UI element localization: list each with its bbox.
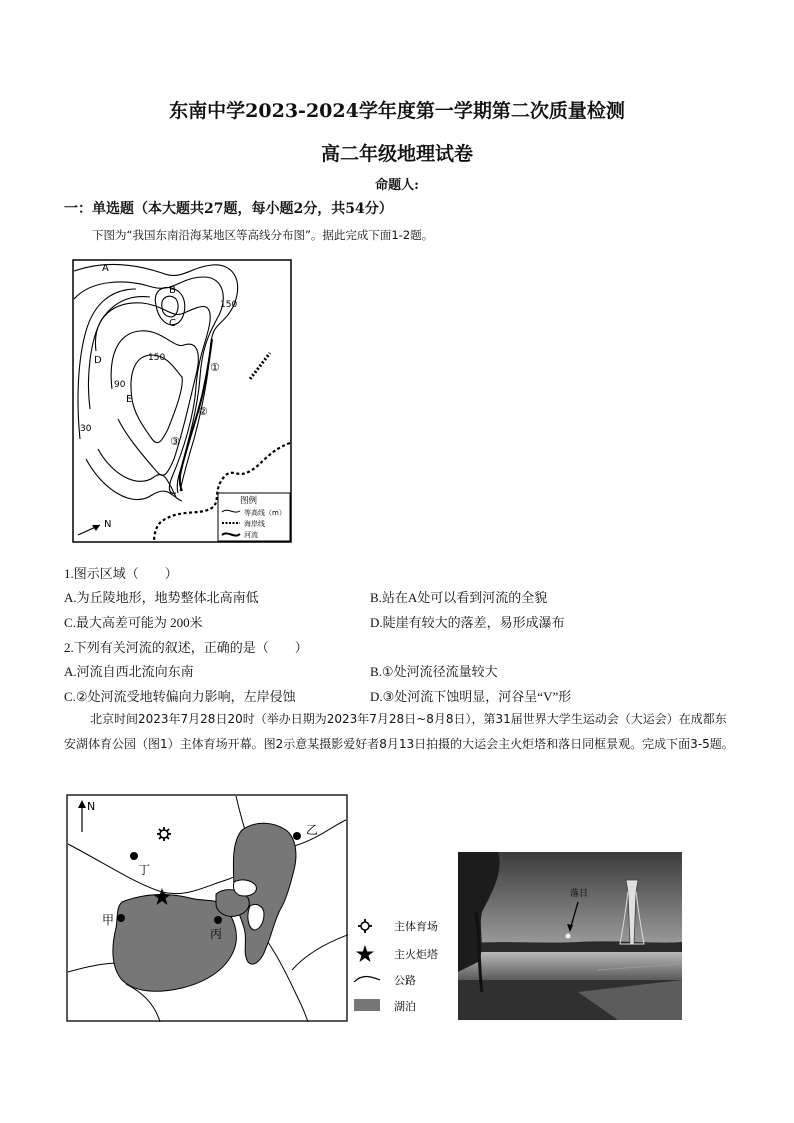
section-heading: 一：单选题（本大题共27题，每小题2分，共54分） xyxy=(64,201,393,217)
map1-north-label: N xyxy=(104,519,112,530)
map1-contour-90: 90 xyxy=(114,380,126,390)
map1-label-A: A xyxy=(102,263,109,274)
point-ding-label: 丁 xyxy=(138,863,151,877)
map1-label-D: D xyxy=(94,355,102,366)
map1-legend-contour: 等高线（m） xyxy=(244,509,286,517)
legend-torch-label: 主火炬塔 xyxy=(394,948,438,961)
page-title: 东南中学2023-2024学年度第一学期第二次质量检测 xyxy=(169,100,625,122)
map1-contour-30: 30 xyxy=(80,424,92,434)
map1-legend-coast: 海岸线 xyxy=(244,520,265,528)
question-1-option-b: B.站在A处可以看到河流的全貌 xyxy=(370,590,548,605)
question-2-option-b: B.①处河流径流量较大 xyxy=(370,664,498,679)
point-yi-dot xyxy=(293,832,301,840)
map1-label-C: C xyxy=(169,318,176,329)
photo-sunset-label: 落日 xyxy=(570,889,589,899)
author-line: 命题人: xyxy=(375,178,419,193)
map1-legend-river: 河流 xyxy=(244,531,258,539)
question-1-option-c: C.最大高差可能为 200米 xyxy=(64,615,203,630)
question-2-option-d: D.③处河流下蚀明显，河谷呈“V”形 xyxy=(370,689,572,704)
map1-river-point-1: ① xyxy=(210,361,220,374)
lake-map-legend xyxy=(352,916,452,1026)
legend-lake-icon xyxy=(354,999,380,1011)
map1-legend xyxy=(218,493,290,541)
question-1-option-a: A.为丘陵地形，地势整体北高南低 xyxy=(64,590,259,605)
torch-sunset-photo xyxy=(458,852,682,1020)
point-jia-label: 甲 xyxy=(102,913,115,927)
legend-stadium-icon xyxy=(358,919,372,933)
intro-text-2: 北京时间2023年7月28日20时（举办日期为2023年7月28日~8月8日），第31届世界大学生运动会（大运会）在成都东安湖体育公园（图1）主体育场开幕。图2示意某摄影爱好者8月13日拍摄的大运会主火炬塔和落日同框景观。完成下面3-5题。 xyxy=(64,712,734,751)
point-bing-dot xyxy=(214,916,222,924)
intro-text-1: 下图为“我国东南沿海某地区等高线分布图”。据此完成下面1-2题。 xyxy=(92,228,434,242)
page-subtitle: 高二年级地理试卷 xyxy=(320,143,473,165)
point-jia-dot xyxy=(117,914,125,922)
legend-torch-icon xyxy=(356,945,374,962)
legend-stadium-label: 主体育场 xyxy=(394,920,438,933)
map1-label-B: B xyxy=(169,285,176,296)
question-1-option-d: D.陡崖有较大的落差，易形成瀑布 xyxy=(370,615,565,630)
map2-north-label: N xyxy=(87,800,96,813)
question-2-stem: 2.下列有关河流的叙述，正确的是（ ） xyxy=(64,640,308,655)
question-1-stem: 1.图示区域（ ） xyxy=(64,566,178,581)
map1-contour-150b: 150 xyxy=(148,353,166,363)
point-yi-label: 乙 xyxy=(306,823,319,837)
question-2-option-a: A.河流自西北流向东南 xyxy=(64,664,194,679)
legend-road-label: 公路 xyxy=(394,974,416,987)
map1-legend-title: 图例 xyxy=(240,496,258,506)
map1-river-point-2: ② xyxy=(198,405,208,418)
map1-label-E: E xyxy=(126,394,133,405)
legend-lake-label: 湖泊 xyxy=(394,1000,416,1013)
legend-road-icon xyxy=(354,977,380,983)
point-ding-dot xyxy=(130,852,138,860)
contour-map xyxy=(72,259,292,543)
point-bing-label: 丙 xyxy=(210,927,223,941)
question-2-option-c: C.②处河流受地转偏向力影响，左岸侵蚀 xyxy=(64,689,296,704)
map1-river-point-3: ③ xyxy=(170,435,180,448)
lake-map xyxy=(66,794,348,1022)
map1-contour-150a: 150 xyxy=(220,300,238,310)
